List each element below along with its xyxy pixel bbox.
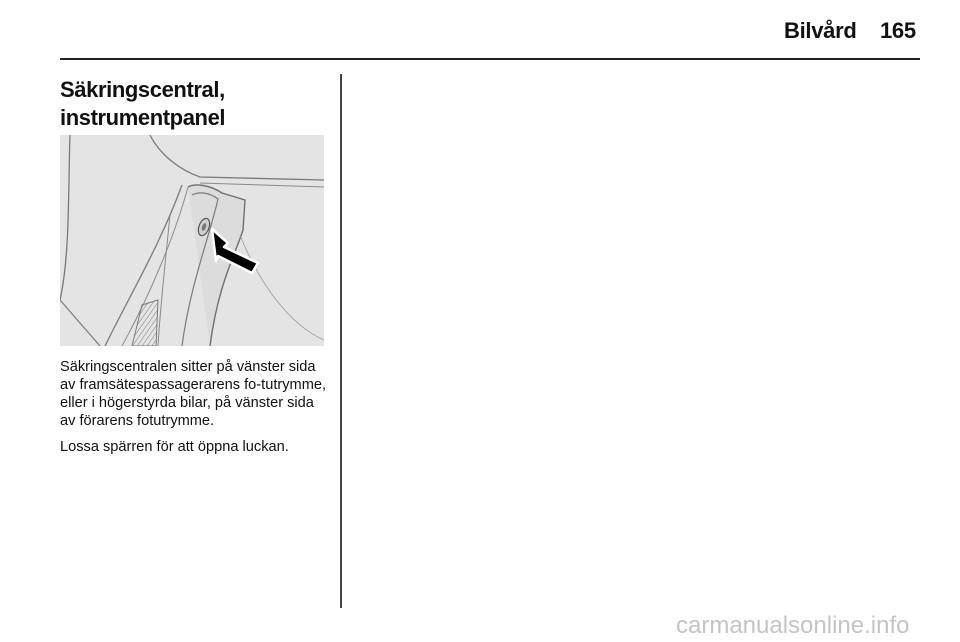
body-text: [60, 358, 328, 464]
paragraph-instruction: Lossa spärren för att öppna luckan.: [60, 439, 289, 455]
fuse-box-illustration: [60, 135, 324, 346]
section-title-line-1: Säkringscentral,: [60, 77, 225, 102]
section-title-line-2: instrumentpanel: [60, 105, 226, 130]
header-section-title: Bilvård: [784, 18, 857, 43]
page-number: 165: [880, 18, 916, 43]
watermark: carmanualsonline.info: [676, 612, 910, 639]
paragraph-location: Säkringscentralen sitter på vänster sida av framsätespassagerarens fo-tutrymme, eller i högerstyrda bilar, på vänster sida av förarens fotutrymme.: [60, 359, 327, 429]
header-divider: [60, 58, 920, 60]
section-title: [60, 76, 335, 132]
column-divider: [340, 74, 342, 608]
fuse-box-drawing: [60, 135, 324, 346]
